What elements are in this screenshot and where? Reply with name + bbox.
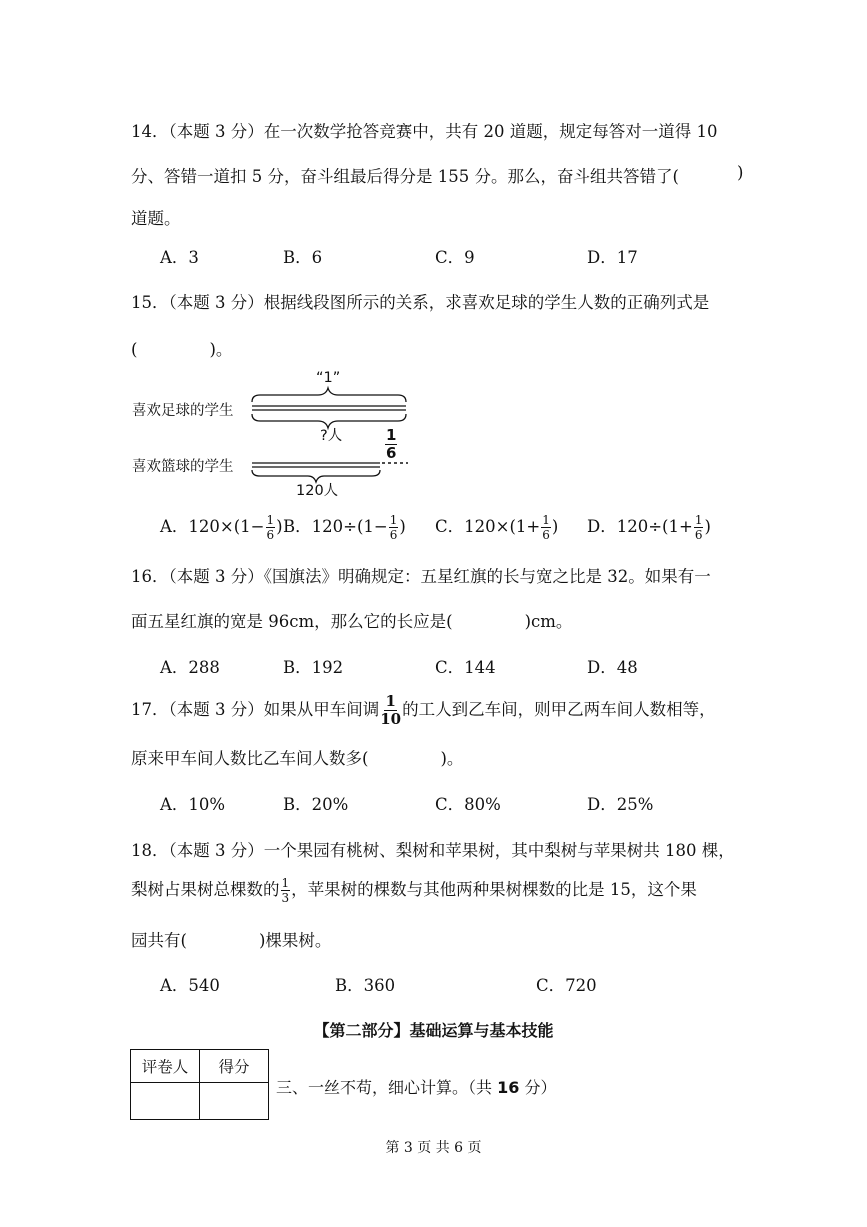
q15-b-prefix: B．120÷(1−	[283, 517, 388, 536]
q15-d-prefix: D．120÷(1+	[587, 517, 693, 536]
q14-line2-close: )	[737, 163, 744, 182]
q15-c-num: 1	[542, 513, 550, 527]
diagram-frac-num: 1	[386, 426, 397, 444]
q16-option-b[interactable]: B．192	[283, 658, 344, 677]
grader-cell[interactable]	[131, 1083, 200, 1120]
football-top-brace	[252, 388, 406, 402]
segment-diagram	[130, 368, 430, 498]
q17-line1-before: 17．（本题 3 分）如果从甲车间调	[131, 700, 380, 719]
q16-option-d[interactable]: D．48	[587, 658, 638, 677]
q17-line2-after: )。	[440, 749, 464, 768]
q17-line2-before: 原来甲车间人数比乙车间人数多(	[131, 749, 369, 768]
q16-line2-after: )cm。	[524, 612, 573, 631]
q18-line3-before: 园共有(	[131, 931, 187, 950]
q15-c-prefix: C．120×(1+	[435, 517, 541, 536]
q15-c-suffix: )	[551, 517, 559, 536]
q14-option-d[interactable]: D．17	[587, 248, 638, 267]
q15-b-num: 1	[389, 513, 398, 527]
part3-title-after: 分）	[519, 1078, 557, 1097]
q15-c-den: 6	[542, 528, 550, 542]
q14-option-b[interactable]: B．6	[283, 248, 323, 267]
q16-line1: 16．（本题 3 分）《国旗法》明确规定：五星红旗的长与宽之比是 32。如果有一	[131, 567, 711, 586]
q15-line2	[131, 336, 232, 360]
q14-line3: 道题。	[131, 209, 181, 228]
q18-line2	[131, 876, 697, 904]
q14-option-a[interactable]: A．3	[160, 248, 199, 267]
q15-option-a[interactable]	[160, 513, 283, 541]
q18-line1: 18．（本题 3 分）一个果园有桃树、梨树和苹果树，其中梨树与苹果树共 180 棵，	[131, 841, 735, 860]
grader-header: 评卷人	[131, 1050, 200, 1083]
diagram-count-label: 120人	[296, 483, 339, 499]
q17-option-c[interactable]: C．80%	[435, 795, 501, 814]
q15-a-den: 6	[266, 528, 275, 542]
q17-frac-num: 1	[385, 692, 396, 710]
q18-option-c[interactable]: C．720	[536, 976, 597, 995]
q16-line2	[131, 608, 572, 632]
part3-points: 16	[497, 1078, 520, 1097]
diagram-fraction	[384, 428, 398, 461]
diagram-basketball-label: 喜欢篮球的学生	[132, 459, 234, 475]
diagram-football-label: 喜欢足球的学生	[132, 403, 234, 419]
q17-option-d[interactable]: D．25%	[587, 795, 654, 814]
q15-close-paren: )。	[209, 340, 233, 359]
diagram-one-label: “1”	[316, 370, 341, 386]
q18-frac-num: 1	[281, 876, 290, 890]
q18-line2-before: 梨树占果树总棵数的	[131, 880, 280, 899]
q18-line2-after: ，苹果树的棵数与其他两种果树棵数的比是 15，这个果	[291, 880, 697, 899]
q17-line1	[131, 694, 716, 727]
q15-d-suffix: )	[704, 517, 711, 536]
q17-option-b[interactable]: B．20%	[283, 795, 349, 814]
score-cell[interactable]	[200, 1083, 269, 1120]
q14-line1: 14．（本题 3 分）在一次数学抢答竞赛中，共有 20 道题，规定每答对一道得 10	[131, 122, 718, 141]
diagram-unknown-label: ?人	[320, 428, 343, 444]
q18-frac-den: 3	[281, 891, 290, 905]
q15-a-num: 1	[266, 513, 275, 527]
q14-option-c[interactable]: C．9	[435, 248, 475, 267]
page-footer: 第 3 页 共 6 页	[385, 1140, 482, 1156]
score-table	[130, 1049, 269, 1120]
q17-frac-den: 10	[380, 710, 402, 728]
q16-option-c[interactable]: C．144	[435, 658, 496, 677]
section-title: 【第二部分】基础运算与基本技能	[313, 1021, 554, 1040]
diagram-frac-den: 6	[386, 444, 397, 462]
q15-a-prefix: A．120×(1−	[160, 517, 265, 536]
q18-option-a[interactable]: A．540	[160, 976, 220, 995]
q15-b-suffix: )	[399, 517, 406, 536]
q17-line2	[131, 745, 463, 769]
q15-a-suffix: )	[276, 517, 283, 536]
q18-line3	[131, 927, 331, 951]
q16-option-a[interactable]: A．288	[160, 658, 220, 677]
q14-line2: 分、答错一道扣 5 分，奋斗组最后得分是 155 分。那么，奋斗组共答错了(	[131, 167, 679, 186]
q15-line1: 15．（本题 3 分）根据线段图所示的关系，求喜欢足球的学生人数的正确列式是	[131, 293, 710, 312]
q15-d-den: 6	[694, 528, 703, 542]
part3-title-before: 三、一丝不苟，细心计算。（共	[276, 1078, 498, 1097]
q15-d-num: 1	[694, 513, 703, 527]
score-header: 得分	[200, 1050, 269, 1083]
q17-line1-after: 的工人到乙车间，则甲乙两车间人数相等，	[402, 700, 716, 719]
q15-option-c[interactable]	[435, 513, 558, 541]
q15-option-b[interactable]	[283, 513, 406, 541]
q16-line2-before: 面五星红旗的宽是 96cm，那么它的长应是(	[131, 612, 453, 631]
q18-line3-after: )棵果树。	[258, 931, 332, 950]
part3-title	[276, 1075, 556, 1098]
q18-option-b[interactable]: B．360	[335, 976, 396, 995]
q15-b-den: 6	[389, 528, 398, 542]
q15-open-paren: (	[131, 340, 138, 359]
q15-option-d[interactable]	[587, 513, 711, 541]
q17-option-a[interactable]: A．10%	[160, 795, 226, 814]
